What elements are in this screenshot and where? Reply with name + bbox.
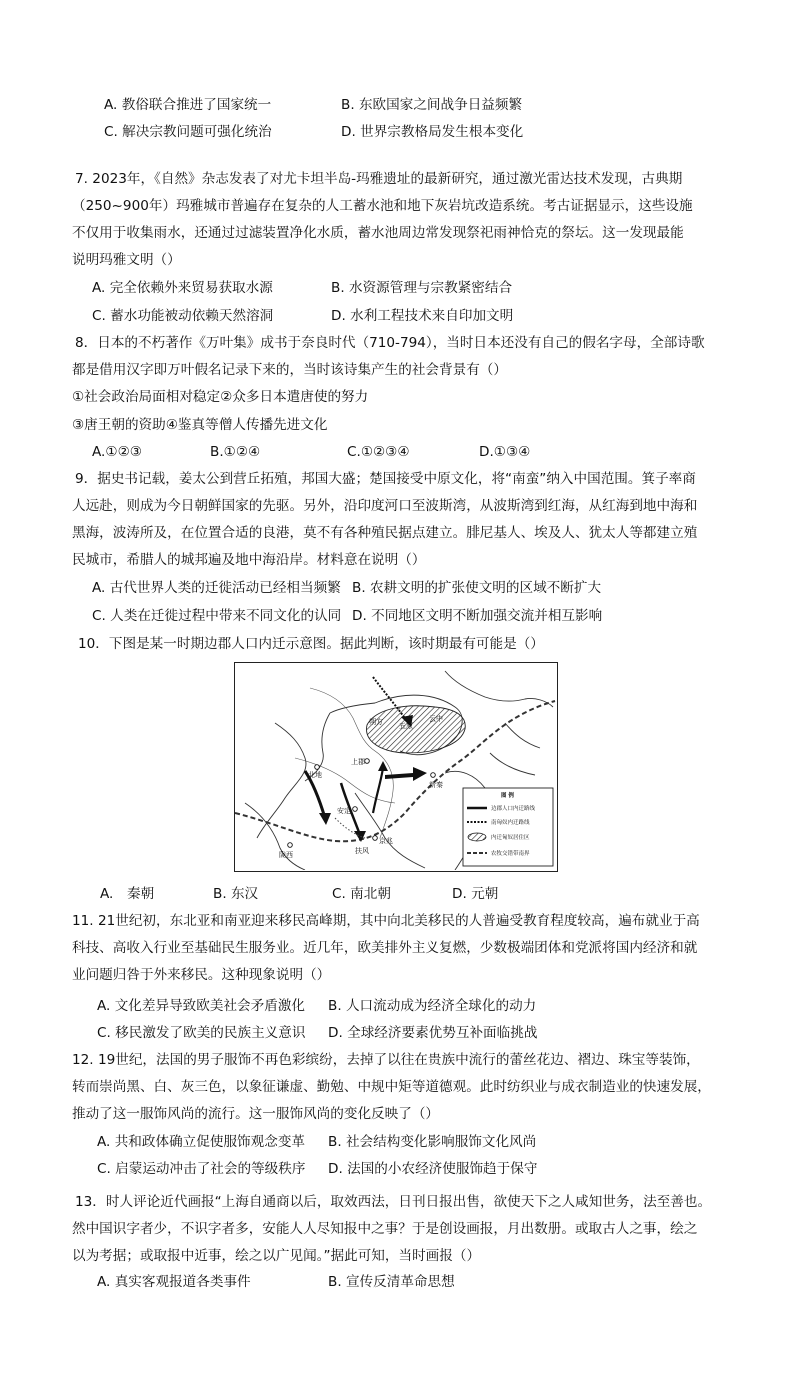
map-drawing: [235, 663, 556, 870]
q8-option-c: C.①②③④: [347, 444, 410, 460]
q9-option-b: B. 农耕文明的扩张使文明的区域不断扩大: [352, 580, 602, 596]
frontier-route-arrow: [373, 768, 383, 813]
q6-option-a: A. 教俗联合推进了国家统一: [104, 97, 272, 113]
arrowhead: [319, 813, 331, 825]
place-label: 朔方: [369, 718, 383, 726]
place-label: 上郡: [351, 758, 365, 766]
q10-option-d: D. 元朝: [452, 886, 499, 902]
q6-option-b: B. 东欧国家之间战争日益频繁: [341, 97, 523, 113]
place-label: 陇西: [279, 851, 293, 859]
q12-stem-line: 12. 19世纪，法国的男子服饰不再色彩缤纷，去掉了以往在贵族中流行的蕾丝花边、褶边、珠宝等装饰，: [72, 1052, 700, 1068]
q11-option-b: B. 人口流动成为经济全球化的动力: [328, 998, 537, 1014]
q8-statement-line: ③唐王朝的资助④鉴真等僧人传播先进文化: [72, 417, 328, 433]
q12-stem-line: 转而崇尚黑、白、灰三色，以象征谦虚、勤勉、中规中矩等道德观。此时纺织业与成衣制造业的快速发展，: [72, 1079, 711, 1095]
q6-option-d: D. 世界宗教格局发生根本变化: [341, 124, 524, 140]
q8-statement-line: ①社会政治局面相对稳定②众多日本遣唐使的努力: [72, 389, 369, 405]
q8-option-a: A.①②③: [92, 444, 142, 460]
xiongnu-route-arrow: [385, 767, 427, 781]
q9-stem-line: 民城市，希腊人的城邦遍及地中海沿岸。材料意在说明（）: [72, 552, 426, 568]
border-line: [445, 671, 553, 707]
city-marker: [288, 843, 293, 848]
q13-stem-line: 然中国识字者少，不识字者多，安能人人尽知报中之事？于是创设画报，月出数册。或取古人之事，绘之: [72, 1221, 698, 1237]
q13-option-a: A. 真实客观报道各类事件: [97, 1274, 251, 1290]
q9-stem-line: 黑海，波涛所及，在位置合适的良港，莫不有各种殖民据点建立。腓尼基人、埃及人、犹太人等都建立殖: [72, 525, 698, 541]
place-label: 北地: [308, 771, 322, 779]
q13-stem-line: 以为考据；或取报中近事，绘之以广见闻。”据此可知，当时画报（）: [72, 1248, 481, 1264]
q7-stem-line: 说明玛雅文明（）: [72, 252, 181, 268]
q11-option-c: C. 移民激发了欧美的民族主义意识: [97, 1025, 306, 1041]
place-label: 安定: [337, 807, 351, 815]
q7-option-d: D. 水利工程技术来自印加文明: [331, 308, 514, 324]
city-marker: [365, 759, 370, 764]
q9-stem-line: 9．据史书记载，姜太公到营丘拓殖，邦国大盛；楚国接受中原文化，将“南蛮”纳入中国范围。箕子率商: [75, 471, 696, 487]
city-marker: [373, 836, 378, 841]
q13-option-b: B. 宣传反清革命思想: [328, 1274, 455, 1290]
q9-option-c: C. 人类在迁徙过程中带来不同文化的认同: [92, 608, 342, 624]
q9-stem-line: 人远赴，则成为今日朝鲜国家的先驱。另外，沿印度河口至波斯湾，从波斯湾到红海，从红海到地中海和: [72, 498, 698, 514]
q12-option-b: B. 社会结构变化影响服饰文化风尚: [328, 1134, 537, 1150]
q10-option-b: B. 东汉: [213, 886, 259, 902]
legend-title: 图 例: [501, 793, 514, 799]
q7-option-a: A. 完全依赖外来贸易获取水源: [92, 280, 273, 296]
place-label: 云中: [429, 715, 443, 723]
settlement-area: [367, 706, 466, 753]
q8-option-d: D.①③④: [479, 444, 531, 460]
legend-key-settlement: [468, 833, 486, 841]
place-label: 新秦: [429, 781, 443, 789]
q8-stem-line: 都是借用汉字即万叶假名记录下来的，当时该诗集产生的社会背景有（）: [72, 362, 507, 378]
place-label: 京兆: [379, 837, 393, 845]
q7-stem-line: 不仅用于收集雨水，还通过过滤装置净化水质，蓄水池周边常发现祭祀雨神恰克的祭坛。这一发现最能: [72, 225, 684, 241]
q9-option-d: D. 不同地区文明不断加强交流并相互影响: [352, 608, 603, 624]
q10-option-a: A. 秦朝: [100, 886, 155, 902]
q7-stem-line: 7. 2023年，《自然》杂志发表了对尤卡坦半岛-玛雅遗址的最新研究，通过激光雷达技术发现，古典期: [75, 171, 683, 187]
legend-label: 南匈奴内迁路线: [491, 820, 530, 826]
border-line: [245, 803, 305, 870]
q10-stem-line: 10．下图是某一时期边郡人口内迁示意图。据此判断，该时期最有可能是（）: [78, 636, 544, 652]
city-marker: [353, 807, 358, 812]
q12-option-c: C. 启蒙运动冲击了社会的等级秩序: [97, 1161, 306, 1177]
q12-option-a: A. 共和政体确立促使服饰观念变革: [97, 1134, 306, 1150]
q11-stem-line: 业问题归咎于外来移民。这种现象说明（）: [72, 967, 331, 983]
place-label: 五原: [399, 722, 413, 730]
q11-option-d: D. 全球经济要素优势互补面临挑战: [328, 1025, 538, 1041]
q7-option-b: B. 水资源管理与宗教紧密结合: [331, 280, 513, 296]
q7-option-c: C. 蓄水功能被动依赖天然溶洞: [92, 308, 274, 324]
q11-option-a: A. 文化差异导致欧美社会矛盾激化: [97, 998, 306, 1014]
q9-option-a: A. 古代世界人类的迁徙活动已经相当频繁: [92, 580, 341, 596]
q11-stem-line: 科技、高收入行业至基础民生服务业。近几年，欧美排外主义复燃，少数极端团体和党派将国内经济和就: [72, 940, 698, 956]
place-label: 扶风: [355, 847, 369, 855]
q12-stem-line: 推动了这一服饰风尚的流行。这一服饰风尚的变化反映了（）: [72, 1106, 440, 1122]
legend-label: 边郡人口内迁路线: [491, 806, 536, 812]
population-migration-map: [234, 662, 558, 872]
city-marker: [315, 765, 320, 770]
q6-option-c: C. 解决宗教问题可强化统治: [104, 124, 272, 140]
border-line: [355, 793, 425, 868]
q11-stem-line: 11. 21世纪初，东北亚和南亚迎来移民高峰期，其中向北美移民的人普遍受教育程度较高，遍布就业于高: [72, 913, 700, 929]
city-marker: [431, 773, 436, 778]
q12-option-d: D. 法国的小农经济使服饰趋于保守: [328, 1161, 538, 1177]
legend-label: 内迁匈奴居住区: [491, 835, 530, 841]
q8-option-b: B.①②④: [210, 444, 261, 460]
q8-stem-line: 8．日本的不朽著作《万叶集》成书于奈良时代（710-794），当时日本还没有自己的假名字母，全部诗歌: [75, 335, 705, 351]
q13-stem-line: 13．时人评论近代画报“上海自通商以后，取效西法，日刊日报出售，欲使天下之人咸知世务，法至善也。: [75, 1194, 712, 1210]
q7-stem-line: （250~900年）玛雅城市普遍存在复杂的人工蓄水池和地下灰岩坑改造系统。考古证据显示，这些设施: [72, 198, 693, 214]
q10-option-c: C. 南北朝: [332, 886, 391, 902]
legend-label: 农牧交错带南界: [491, 851, 530, 857]
